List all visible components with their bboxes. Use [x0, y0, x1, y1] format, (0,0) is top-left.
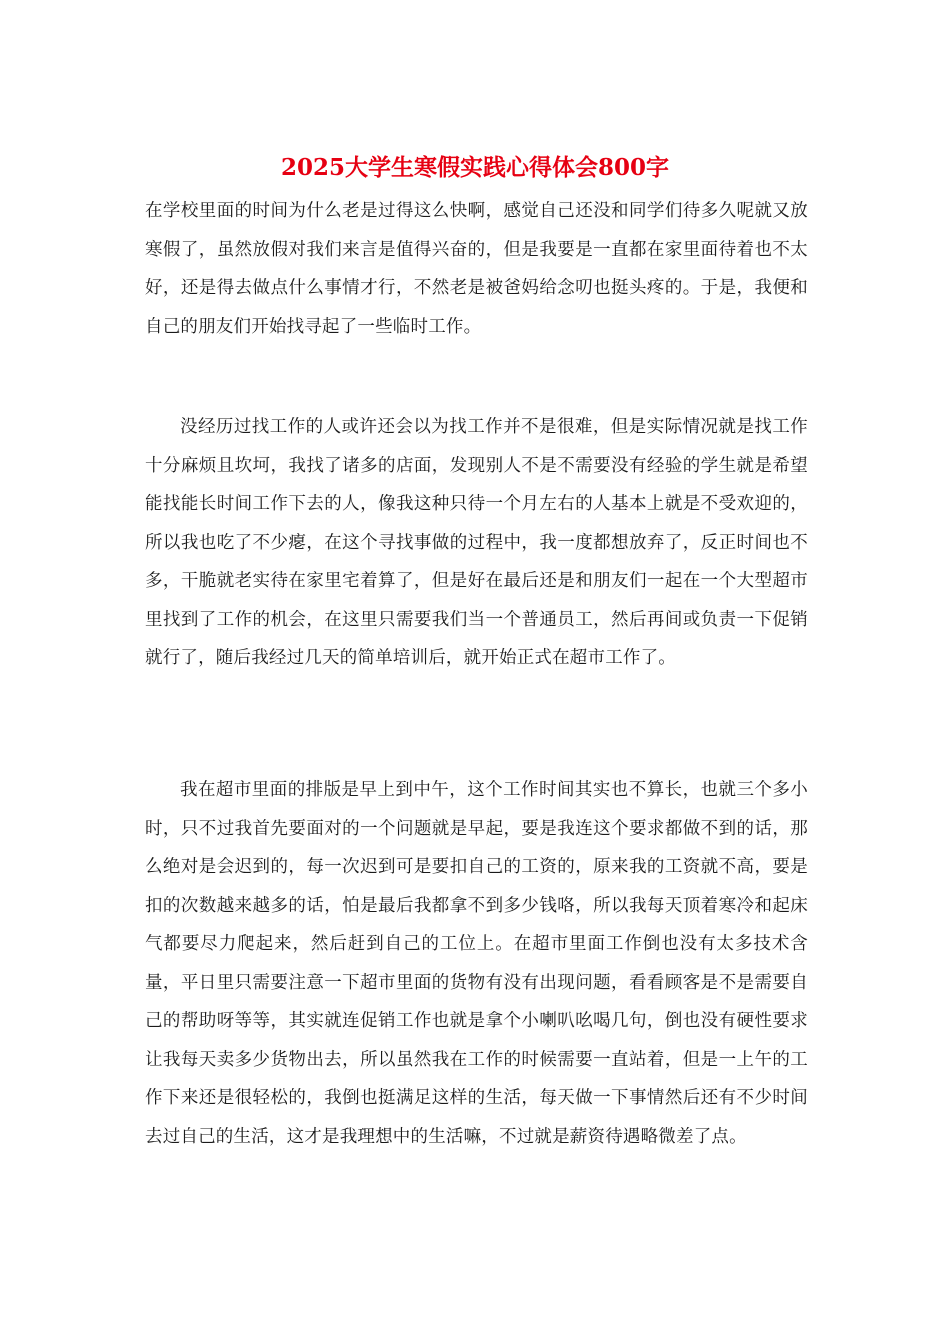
paragraph-2: 没经历过找工作的人或许还会以为找工作并不是很难，但是实际情况就是找工作十分麻烦且坎坷，我找了诸多的店面，发现别人不是不需要没有经验的学生就是希望能找能长时间工作下去的人，像我这种只待一个月左右的人基本上就是不受欢迎的，所以我也吃了不少瘪，在这个寻找事做的过程中，我一度都想放弃了，反正时间也不多，干脆就老实待在家里宅着算了，但是好在最后还是和朋友们一起在一个大型超市里找到了工作的机会，在这里只需要我们当一个普通员工，然后再间或负责一下促销就行了，随后我经过几天的简单培训后，就开始正式在超市工作了。	[145, 417, 808, 668]
document-title: 2025大学生寒假实践心得体会800字	[280, 154, 670, 181]
paragraph-3: 我在超市里面的排版是早上到中午，这个工作时间其实也不算长，也就三个多小时，只不过我首先要面对的一个问题就是早起，要是我连这个要求都做不到的话，那么绝对是会迟到的，每一次迟到可是要扣自己的工资的，原来我的工资就不高，要是扣的次数越来越多的话，怕是最后我都拿不到多少钱咯，所以我每天顶着寒冷和起床气都要尽力爬起来，然后赶到自己的工位上。在超市里面工作倒也没有太多技术含量，平日里只需要注意一下超市里面的货物有没有出现问题，看看顾客是不是需要自己的帮助呀等等，其实就连促销工作也就是拿个小喇叭吆喝几句，倒也没有硬性要求让我每天卖多少货物出去，所以虽然我在工作的时候需要一直站着，但是一上午的工作下来还是很轻松的，我倒也挺满足这样的生活，每天做一下事情然后还有不少时间去过自己的生活，这才是我理想中的生活嘛，不过就是薪资待遇略微差了点。	[145, 780, 808, 1147]
paragraph-1: 在学校里面的时间为什么老是过得这么快啊，感觉自己还没和同学们待多久呢就又放寒假了，虽然放假对我们来言是值得兴奋的，但是我要是一直都在家里面待着也不太好，还是得去做点什么事情才行，不然老是被爸妈给念叨也挺头疼的。于是，我便和自己的朋友们开始找寻起了一些临时工作。	[145, 201, 808, 337]
